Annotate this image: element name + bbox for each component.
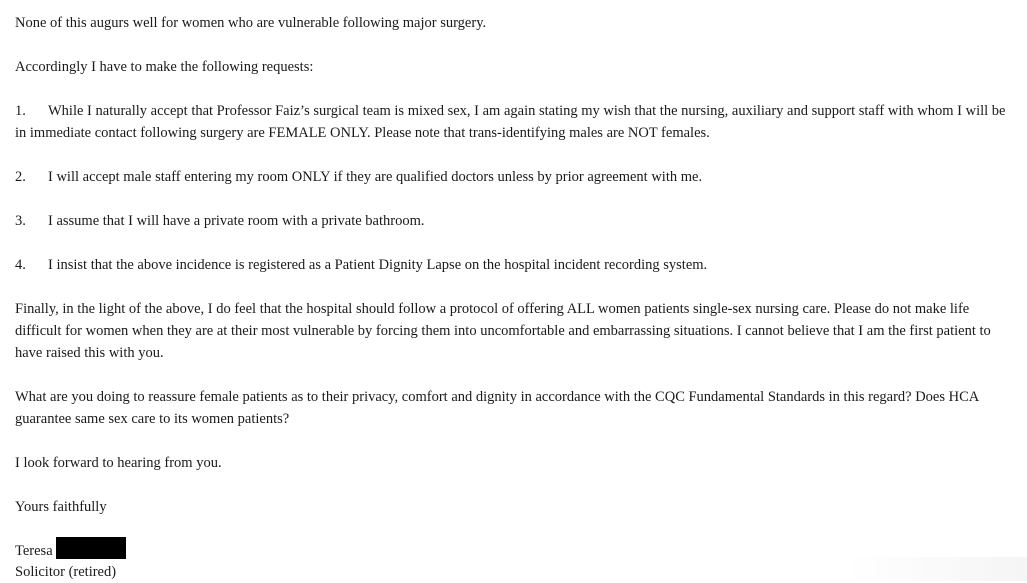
request-text: I insist that the above incidence is registered as a Patient Dignity Lapse on the hospital incident recording system. [48, 257, 708, 273]
paragraph-question: What are you doing to reassure female patients as to their privacy, comfort and dignity in accordance with the CQC Fundamental Standards in this regard? Does HCA guarantee same sex care to its women patients? [15, 389, 979, 427]
paragraph-intro: None of this augurs well for women who are vulnerable following major surgery. [15, 15, 487, 31]
request-item-3 [15, 210, 1010, 232]
request-number: 1. [15, 103, 26, 119]
request-text: I will accept male staff entering my room ONLY if they are qualified doctors unless by prior agreement with me. [48, 169, 703, 185]
request-item-1 [15, 100, 1010, 144]
signature-name: Teresa [15, 543, 53, 559]
closing-salutation: Yours faithfully [15, 499, 107, 515]
corner-shadow [847, 557, 1027, 581]
request-number: 3. [15, 213, 26, 229]
signature-title: Solicitor (retired) [15, 564, 117, 580]
paragraph-look-forward: I look forward to hearing from you. [15, 455, 222, 471]
request-item-4 [15, 254, 1010, 276]
request-number: 2. [15, 169, 26, 185]
request-item-2 [15, 166, 1010, 188]
paragraph-finally: Finally, in the light of the above, I do feel that the hospital should follow a protocol of offering ALL women patients single-sex nursing care. Please do not make life difficult for women when they are at their most vulnerable by forcing them into uncomfortable and embarrassing situations. I cannot believe that I am the first patient to have raised this with you. [15, 301, 991, 361]
request-text: I assume that I will have a private room with a private bathroom. [48, 213, 425, 229]
request-text: While I naturally accept that Professor Faiz’s surgical team is mixed sex, I am again stating my wish that the nursing, auxiliary and support staff with whom I will be in immediate contact following surgery are FEMALE ONLY. Please note that trans-identifying males are NOT females. [15, 103, 1006, 141]
paragraph-requests-lead: Accordingly I have to make the following requests: [15, 59, 314, 75]
redaction-bar [56, 537, 126, 559]
request-number: 4. [15, 257, 26, 273]
